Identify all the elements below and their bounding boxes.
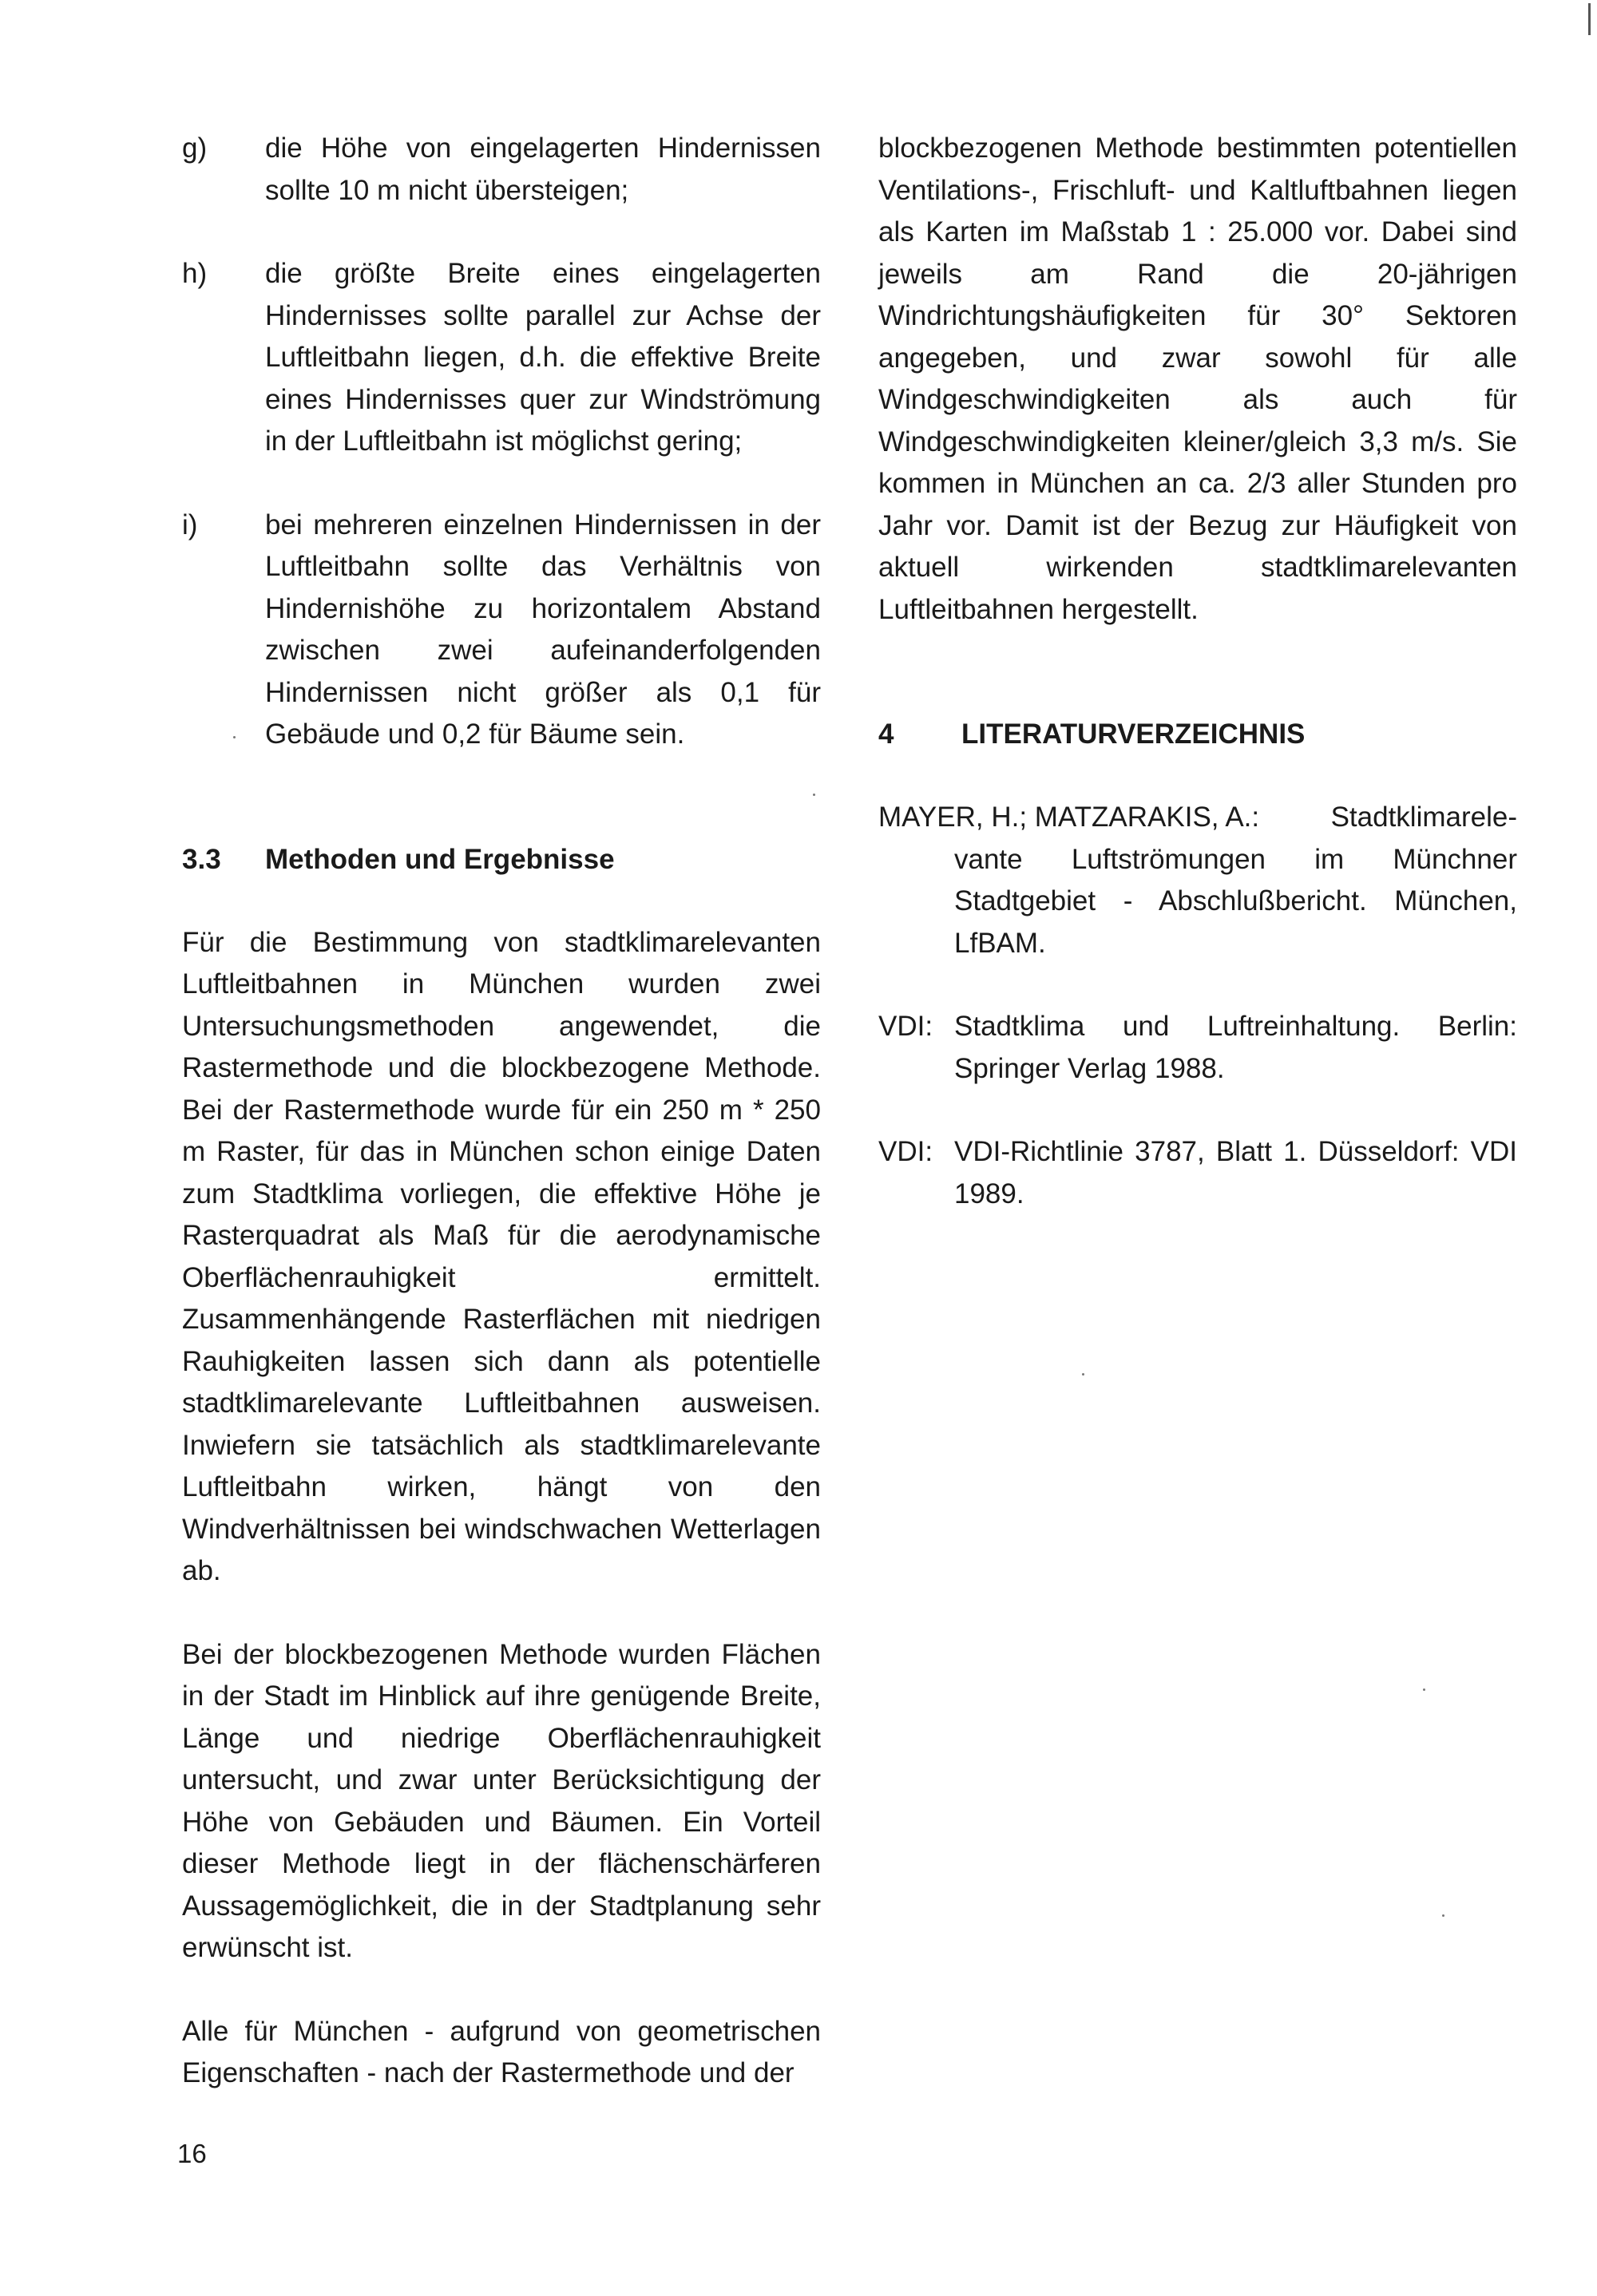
paragraph-methods-3: Alle für München - aufgrund von geometrischen Eigenschaften - nach der Rastermethode und der <box>182 2015 821 2088</box>
list-marker: i) <box>182 509 198 540</box>
reference-text: vante Luftströmungen im Münchner Stadtgebiet - Abschlußbericht. München, LfBAM. <box>954 843 1517 959</box>
reference-first-line <box>878 797 1517 839</box>
scan-speck <box>1442 1914 1444 1917</box>
reference-mayer <box>878 797 1517 964</box>
reference-text-start: Stadtklimarele- <box>1330 802 1517 833</box>
section-title: Methoden und Ergebnisse <box>265 843 615 875</box>
list-marker: h) <box>182 258 208 289</box>
left-column <box>182 128 821 2136</box>
paragraph-methods-1: Für die Bestimmung von stadtklimarelevanten Luftleitbahnen in München wurden zwei Untersuchungsmethoden angewendet, die Rastermethode und die blockbezogene Methode. Bei der Rastermethode wurde für ein 250 m * 250 m Raster, für das in München schon einige Daten zum Stadtklima vorliegen, die effektive Höhe je Rasterquadrat als Maß für die aerodynamische Oberflächenrauhigkeit ermittelt. Zusammenhängende Rasterflächen mit niedrigen Rauhigkeiten lassen sich dann als potentielle stadtklimarelevante Luftleitbahnen ausweisen. Inwiefern sie tatsächlich als stadtklimarelevante Luftleitbahn wirken, hängt von den Windverhältnissen bei windschwachen Wetterlagen ab. <box>182 926 821 1586</box>
section-number: 4 <box>878 718 894 750</box>
paragraph-methods-2: Bei der blockbezogenen Methode wurden Flächen in der Stadt im Hinblick auf ihre genügende Breite, Länge und niedrige Oberflächenrauhigkeit untersucht, und zwar unter Berücksichtigung der Höhe von Gebäuden und Bäumen. Ein Vorteil dieser Methode liegt in der flächenschärferen Aussagemöglichkeit, die in der Stadtplanung sehr erwünscht ist. <box>182 1638 821 1963</box>
scan-speck <box>1082 1373 1084 1376</box>
list-item-text: bei mehreren einzelnen Hindernissen in der Luftleitbahn sollte das Verhältnis von Hindernishöhe zu horizontalem Abstand zwischen zwei aufeinanderfolgenden Hindernissen nicht größer als 0,1 für Gebäude und 0,2 für Bäume sein. <box>265 509 821 750</box>
list-item-i <box>182 505 821 756</box>
scan-speck <box>1423 1688 1425 1691</box>
page-number: 16 <box>177 2139 207 2168</box>
scan-edge-mark <box>1588 3 1591 35</box>
reference-author: VDI: <box>878 1136 933 1167</box>
scan-speck <box>233 736 236 738</box>
list-item-text: die größte Breite eines eingelagerten Hindernisses sollte parallel zur Achse der Luftleitbahn liegen, d.h. die effektive Breite eines Hindernisses quer zur Windströmung in der Luftleitbahn ist möglichst gering; <box>265 258 821 457</box>
reference-vdi-1989 <box>878 1131 1517 1215</box>
right-column <box>878 128 1517 1215</box>
reference-vdi-1988 <box>878 1006 1517 1090</box>
list-item-h <box>182 253 821 463</box>
reference-author: VDI: <box>878 1011 933 1042</box>
reference-text: Stadtklima und Luftreinhaltung. Berlin: Springer Verlag 1988. <box>954 1011 1517 1084</box>
reference-author: MAYER, H.; MATZARAKIS, A.: <box>878 802 1260 833</box>
section-number: 3.3 <box>182 843 221 875</box>
list-item-text: die Höhe von eingelagerten Hindernissen sollte 10 m nicht übersteigen; <box>265 133 821 206</box>
section-heading-3-3 <box>182 839 821 881</box>
scan-speck <box>813 794 815 796</box>
section-heading-4 <box>878 714 1517 755</box>
section-title: LITERATURVERZEICHNIS <box>961 718 1306 750</box>
list-item-g <box>182 128 821 212</box>
reference-text: VDI-Richtlinie 3787, Blatt 1. Düsseldorf: VDI 1989. <box>954 1136 1517 1209</box>
list-marker: g) <box>182 133 208 164</box>
paragraph-continued: blockbezogenen Methode bestimmten potentiellen Ventilations-, Frischluft- und Kaltluftbahnen liegen als Karten im Maßstab 1 : 25.000 vor. Dabei sind jeweils am Rand die 20-jährigen Windrichtungshäufigkeiten für 30° Sektoren angegeben, und zwar sowohl für alle Windgeschwindigkeiten als auch für Windgeschwindigkeiten kleiner/gleich 3,3 m/s. Sie kommen in München an ca. 2/3 aller Stunden pro Jahr vor. Damit ist der Bezug zur Häufigkeit von aktuell wirkenden stadtklimarelevanten Luftleitbahnen hergestellt. <box>878 133 1517 625</box>
